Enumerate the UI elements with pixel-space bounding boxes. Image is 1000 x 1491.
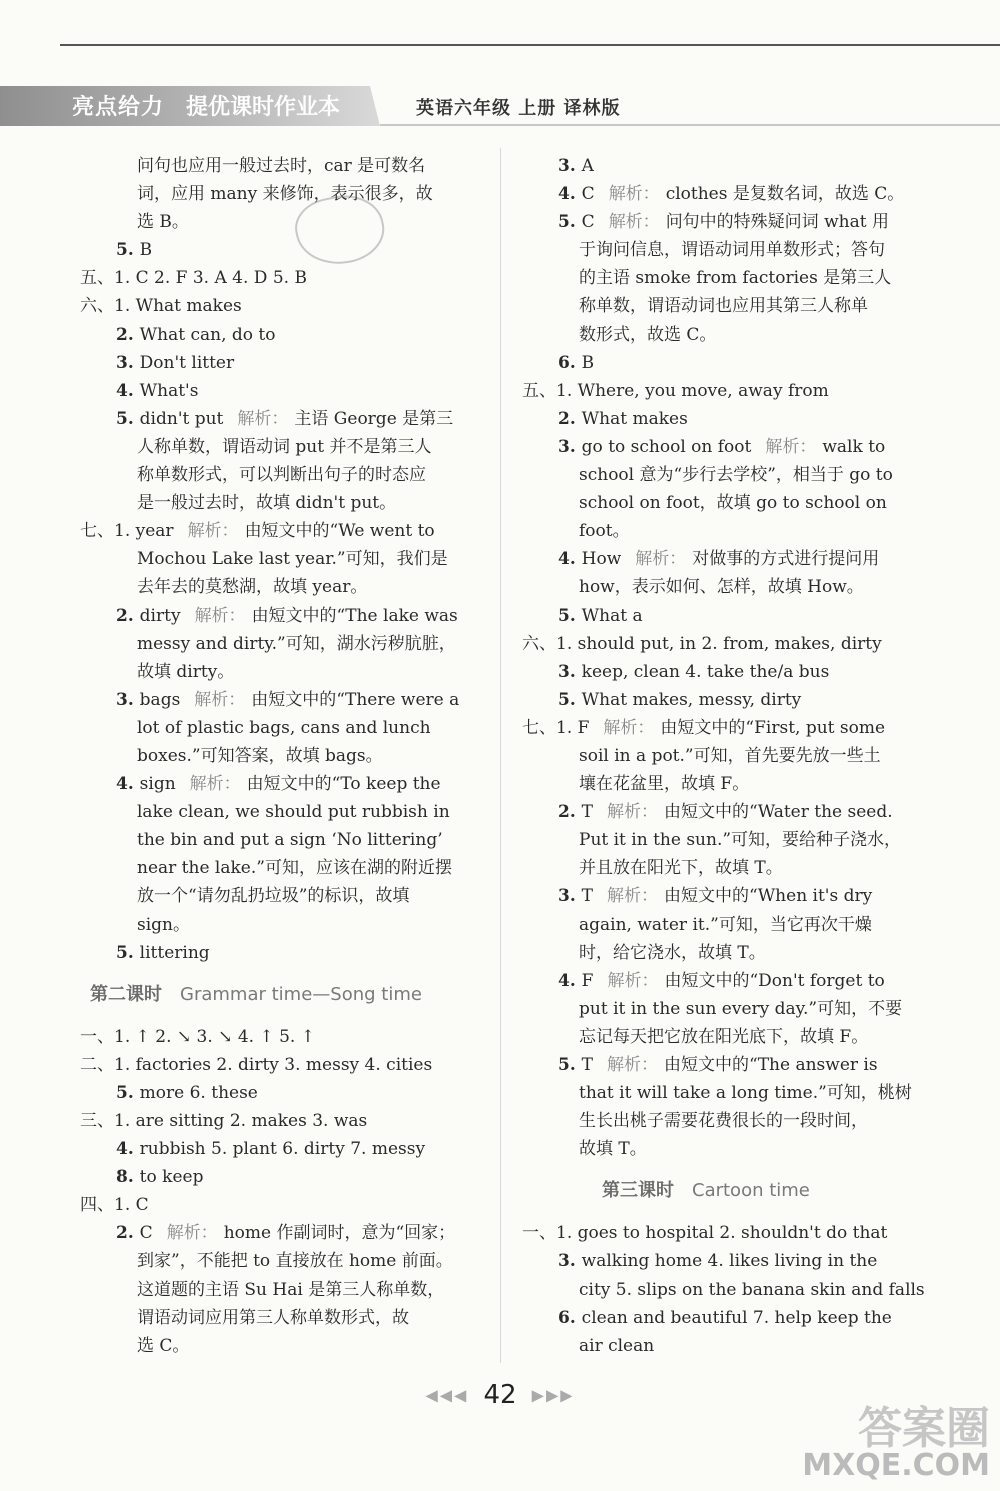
item-number: 3. <box>558 156 582 176</box>
answer-text: put it in the sun every day.”可知，不要 <box>579 998 903 1019</box>
answer-text: didn't put <box>139 408 224 429</box>
left-answers <box>80 152 480 967</box>
answer-line <box>80 1163 480 1191</box>
answer-line <box>80 1247 480 1275</box>
analysis-label: 解析： <box>607 886 659 907</box>
right-answers-2 <box>522 1219 925 1359</box>
item-number: 3. <box>558 1251 582 1272</box>
analysis-text: 由短文中的“The answer is <box>664 1055 878 1075</box>
answer-line <box>522 1247 922 1275</box>
answer-text: how，表示如何、怎样，故填 How。 <box>579 577 864 598</box>
answer-line <box>80 405 480 433</box>
subject-info: 英语六年级 上册 译林版 <box>416 98 621 119</box>
answer-text: 是一般过去时，故填 didn't put。 <box>137 493 397 514</box>
item-number: 2. <box>116 324 140 345</box>
answer-text: to keep <box>139 1167 204 1188</box>
answer-text: 问句也应用一般过去时，car 是可数名 <box>137 156 426 176</box>
answer-text: soil in a pot.”可知，首先要先放一些土 <box>579 745 881 766</box>
answer-line <box>522 658 922 686</box>
answer-text: 一、1. goes to hospital 2. shouldn't do that <box>522 1223 888 1244</box>
answer-text: that it will take a long time.”可知，桃树 <box>579 1083 912 1104</box>
answer-line <box>80 1107 480 1135</box>
answer-text: dirty <box>139 605 181 626</box>
answer-text: sign <box>139 774 176 795</box>
analysis-label: 解析： <box>603 717 655 738</box>
answer-line <box>522 630 922 658</box>
answer-text: bags <box>139 689 181 710</box>
answer-text: more 6. these <box>139 1082 258 1103</box>
answer-line <box>80 1219 480 1247</box>
answer-text: What a <box>581 605 643 626</box>
answer-line <box>80 461 480 489</box>
section-heading-lesson-2: 第二课时 Grammar time—Song time <box>90 983 422 1005</box>
answer-line <box>80 152 480 180</box>
answer-line <box>522 433 922 461</box>
answer-line <box>522 1304 922 1332</box>
answer-line <box>522 573 922 601</box>
answer-line <box>80 573 480 601</box>
answer-line <box>80 1051 480 1079</box>
answer-text: How <box>581 549 622 570</box>
answer-text: lake clean, we should put rubbish in <box>137 802 450 823</box>
answer-line <box>80 939 480 967</box>
page-footer <box>0 1380 1000 1410</box>
answer-text: 的主语 smoke from factories 是第三人 <box>579 268 892 289</box>
analysis-text: 由短文中的“First, put some <box>660 717 886 738</box>
book-title: 提优课时作业本 <box>186 95 341 120</box>
answer-text: lot of plastic bags, cans and lunch <box>137 717 431 738</box>
next-arrows-icon: ▶▶▶ <box>531 1385 575 1405</box>
answer-text: 人称单数，谓语动词 put 并不是第三人 <box>137 436 432 457</box>
answer-text: 到家”，不能把 to 直接放在 home 前面。 <box>137 1251 453 1272</box>
answer-text: 放一个“请勿乱扔垃圾”的标识，故填 <box>137 886 410 907</box>
answer-line <box>522 349 922 377</box>
answer-line <box>522 517 922 545</box>
item-number: 4. <box>558 970 582 991</box>
analysis-label: 解析： <box>607 802 659 823</box>
analysis-label: 解析： <box>608 212 660 233</box>
item-number: 4. <box>116 1139 140 1160</box>
answer-line <box>80 770 480 798</box>
answer-text: 于询问信息，谓语动词用单数形式；答句 <box>579 240 885 261</box>
answer-line <box>522 1276 925 1304</box>
answer-line <box>80 1304 480 1332</box>
answer-line <box>80 321 480 349</box>
answer-line <box>80 854 480 882</box>
analysis-text: home 作副词时，意为“回家； <box>223 1223 456 1244</box>
answer-line <box>522 967 922 995</box>
answer-line <box>80 264 480 292</box>
answer-line <box>80 180 480 208</box>
analysis-text: 由短文中的“The lake was <box>251 605 458 626</box>
answer-text: foot。 <box>579 521 630 542</box>
answer-text: 去年去的莫愁湖，故填 year。 <box>137 577 368 598</box>
item-number: 2. <box>558 802 582 823</box>
answer-line <box>80 714 480 742</box>
answer-line <box>522 1107 922 1135</box>
answer-text: school on foot，故填 go to school on <box>579 493 887 514</box>
answer-text: What makes <box>581 408 688 429</box>
answer-text: 七、1. year <box>80 521 174 542</box>
item-number: 4. <box>558 184 582 205</box>
answer-text: B <box>139 240 153 261</box>
header-rule <box>380 124 1000 126</box>
analysis-text: 由短文中的“There were a <box>251 689 460 710</box>
answer-text: T <box>581 886 594 907</box>
answer-line <box>80 742 480 770</box>
answer-text: 四、1. C <box>80 1195 149 1216</box>
answer-text: sign。 <box>137 914 190 935</box>
answer-text: C <box>581 184 595 205</box>
answer-line <box>80 1191 480 1219</box>
analysis-label: 解析： <box>608 184 660 205</box>
item-number: 5. <box>116 408 140 429</box>
answer-text: boxes.”可知答案，故填 bags。 <box>137 745 383 766</box>
answer-text: 忘记每天把它放在阳光底下，故填 F。 <box>579 1026 869 1047</box>
prev-arrows-icon: ◀◀◀ <box>425 1385 469 1405</box>
answer-line <box>80 630 480 658</box>
answer-line <box>522 180 922 208</box>
analysis-text: clothes 是复数名词，故选 C。 <box>665 184 905 205</box>
answer-line <box>522 882 922 910</box>
answer-line <box>80 208 480 236</box>
item-number: 6. <box>558 1307 582 1328</box>
analysis-label: 解析： <box>237 408 289 429</box>
right-answers <box>522 152 922 1163</box>
analysis-label: 解析： <box>189 774 241 795</box>
brand-title: 亮点给力 <box>72 95 165 120</box>
answer-text: 选 B。 <box>137 212 189 233</box>
page-number: 42 <box>483 1380 517 1410</box>
answer-text: 称单数形式，可以判断出句子的时态应 <box>137 465 426 486</box>
analysis-text: 对做事的方式进行提问用 <box>692 549 880 570</box>
answer-text: 时，给它浇水，故填 T。 <box>579 942 766 963</box>
answer-line <box>522 1079 922 1107</box>
answer-text: air clean <box>579 1335 655 1356</box>
answer-line <box>522 939 922 967</box>
answer-text: C <box>139 1223 153 1244</box>
analysis-text: walk to <box>822 436 886 457</box>
answer-line <box>80 826 480 854</box>
answer-text: 这道题的主语 Su Hai 是第三人称单数， <box>137 1279 445 1300</box>
answer-line <box>522 461 922 489</box>
answer-line <box>522 602 922 630</box>
answer-line <box>522 321 922 349</box>
item-number: 3. <box>558 436 582 457</box>
answer-line <box>522 798 922 826</box>
item-number: 4. <box>116 774 140 795</box>
answer-line <box>522 770 922 798</box>
answer-text: 数形式，故选 C。 <box>579 324 717 345</box>
answer-text: What makes, messy, dirty <box>581 689 802 710</box>
right-column <box>522 152 925 1360</box>
analysis-text: 由短文中的“When it's dry <box>664 886 873 907</box>
item-number: 3. <box>558 886 582 907</box>
answer-text: 并且放在阳光下，故填 T。 <box>579 858 783 879</box>
analysis-text: 问句中的特殊疑问词 what 用 <box>665 212 889 233</box>
answer-text: What's <box>139 380 199 401</box>
answer-line <box>80 349 480 377</box>
answer-line <box>522 1051 922 1079</box>
answer-text: Don't litter <box>139 352 235 373</box>
item-number: 8. <box>116 1167 140 1188</box>
analysis-label: 解析： <box>607 1055 659 1075</box>
answer-text: 词，应用 many 来修饰，表示很多，故 <box>137 184 433 205</box>
answer-line <box>80 911 480 939</box>
item-number: 5. <box>116 942 140 963</box>
analysis-label: 解析： <box>166 1223 218 1244</box>
answer-text: T <box>581 1055 594 1075</box>
answer-text: go to school on foot <box>581 436 752 457</box>
answer-line <box>522 742 922 770</box>
item-number: 5. <box>558 1055 582 1075</box>
answer-text: the bin and put a sign ‘No littering’ <box>137 830 443 851</box>
answer-text: 六、1. should put, in 2. from, makes, dirty <box>522 633 882 654</box>
item-number: 5. <box>558 212 582 233</box>
page-header <box>0 86 1000 126</box>
answer-text: 七、1. F <box>522 717 590 738</box>
analysis-label: 解析： <box>635 549 687 570</box>
answer-text: 称单数，谓语动词也应用其第三人称单 <box>579 296 868 317</box>
answer-line <box>522 686 922 714</box>
answer-line <box>522 1023 922 1051</box>
answer-text: 生长出桃子需要花费很长的一段时间， <box>579 1111 868 1132</box>
answer-text: Put it in the sun.”可知，要给种子浇水， <box>579 830 902 851</box>
answer-text: walking home 4. likes living in the <box>581 1251 878 1272</box>
answer-line <box>522 377 922 405</box>
answer-text: 六、1. What makes <box>80 296 242 317</box>
answer-line <box>80 433 480 461</box>
analysis-label: 解析： <box>187 521 239 542</box>
answer-line <box>522 714 922 742</box>
answer-text: clean and beautiful 7. help keep the <box>581 1307 892 1328</box>
answer-text: 选 C。 <box>137 1335 190 1356</box>
answer-line <box>80 517 480 545</box>
answer-line <box>80 798 480 826</box>
answer-line <box>522 264 922 292</box>
analysis-text: 由短文中的“Don't forget to <box>664 970 885 991</box>
analysis-label: 解析： <box>607 970 659 991</box>
left-answers-2 <box>80 1023 480 1360</box>
answer-text: 二、1. factories 2. dirty 3. messy 4. cities <box>80 1054 433 1075</box>
item-number: 5. <box>116 1082 140 1103</box>
answer-line <box>522 1219 922 1247</box>
answer-line <box>80 489 480 517</box>
answer-text: What can, do to <box>139 324 276 345</box>
answer-line <box>522 1332 922 1360</box>
answer-text: 五、1. C 2. F 3. A 4. D 5. B <box>80 268 307 289</box>
column-divider <box>500 148 501 1363</box>
item-number: 3. <box>116 352 140 373</box>
answer-text: C <box>581 212 595 233</box>
answer-line <box>522 405 922 433</box>
answer-text: school 意为“步行去学校”，相当于 go to <box>579 465 893 486</box>
section-heading-lesson-3: 第三课时 Cartoon time <box>602 1180 810 1202</box>
answer-line <box>522 854 922 882</box>
site-watermark: 答案圈 MXQE.COM <box>802 1403 990 1483</box>
answer-text: 故填 T。 <box>579 1139 647 1160</box>
item-number: 5. <box>558 689 582 710</box>
answer-text: 五、1. Where, you move, away from <box>522 380 829 401</box>
answer-line <box>80 1332 480 1360</box>
answer-text: again, water it.”可知，当它再次干燥 <box>579 914 872 935</box>
answer-text: T <box>581 802 594 823</box>
item-number: 4. <box>558 549 582 570</box>
answer-line <box>80 1023 480 1051</box>
item-number: 3. <box>558 661 582 682</box>
answer-text: 谓语动词应用第三人称单数形式，故 <box>137 1307 409 1328</box>
item-number: 2. <box>558 408 582 429</box>
answer-line <box>522 152 922 180</box>
answer-text: littering <box>139 942 210 963</box>
answer-line <box>522 545 922 573</box>
analysis-label: 解析： <box>194 605 246 626</box>
answer-line <box>522 1135 922 1163</box>
answer-text: 壤在花盆里，故填 F。 <box>579 774 750 795</box>
answer-text: messy and dirty.”可知，湖水污秽肮脏， <box>137 633 456 654</box>
answer-line <box>80 545 480 573</box>
answer-text: 三、1. are sitting 2. makes 3. was <box>80 1111 368 1131</box>
analysis-text: 由短文中的“Water the seed. <box>664 802 893 823</box>
answer-text: near the lake.”可知，应该在湖的附近摆 <box>137 858 452 879</box>
answer-line <box>80 602 480 630</box>
answer-line <box>522 208 922 236</box>
answer-line <box>80 1079 480 1107</box>
answer-line <box>522 826 922 854</box>
analysis-label: 解析： <box>765 436 817 457</box>
answer-line <box>522 292 922 320</box>
item-number: 5. <box>116 240 140 261</box>
answer-text: A <box>581 156 594 176</box>
answer-line <box>80 292 480 320</box>
answer-text: B <box>581 352 595 373</box>
top-rule <box>60 44 1000 46</box>
item-number: 6. <box>558 352 582 373</box>
answer-text: 一、1. ↑ 2. ↘ 3. ↘ 4. ↑ 5. ↑ <box>80 1026 315 1047</box>
answer-line <box>80 1135 480 1163</box>
answer-line <box>522 489 922 517</box>
left-column <box>80 152 480 1360</box>
answer-line <box>80 377 480 405</box>
analysis-text: 主语 George 是第三 <box>294 408 454 429</box>
answer-line <box>80 658 480 686</box>
answer-line <box>522 911 922 939</box>
answer-text: Mochou Lake last year.”可知，我们是 <box>137 549 448 570</box>
item-number: 2. <box>116 1223 140 1244</box>
analysis-text: 由短文中的“To keep the <box>246 774 441 795</box>
answer-line <box>522 236 922 264</box>
item-number: 3. <box>116 689 140 710</box>
analysis-label: 解析： <box>194 689 246 710</box>
answer-text: 故填 dirty。 <box>137 661 235 682</box>
item-number: 5. <box>558 605 582 626</box>
item-number: 2. <box>116 605 140 626</box>
answer-line <box>80 1276 480 1304</box>
answer-line <box>522 995 922 1023</box>
answer-line <box>80 882 480 910</box>
answer-line <box>80 686 480 714</box>
analysis-text: 由短文中的“We went to <box>244 521 435 542</box>
answer-text: city 5. slips on the banana skin and falls <box>579 1279 925 1300</box>
answer-text: keep, clean 4. take the/a bus <box>581 661 830 682</box>
answer-line <box>80 236 480 264</box>
item-number: 4. <box>116 380 140 401</box>
answer-text: rubbish 5. plant 6. dirty 7. messy <box>139 1139 426 1160</box>
answer-text: F <box>581 970 594 991</box>
